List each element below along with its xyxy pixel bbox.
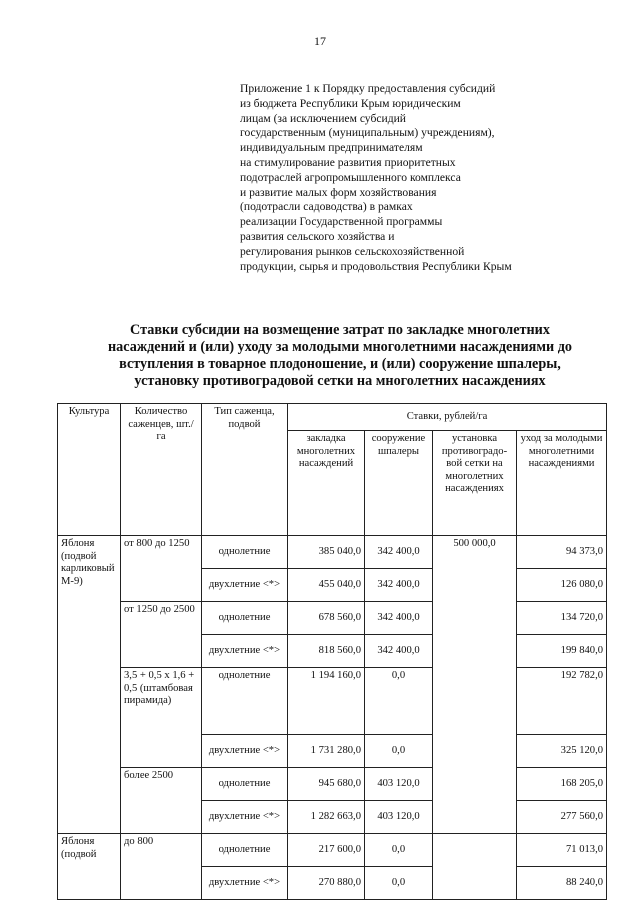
appendix-line: и развитие малых форм хозяйствования: [240, 185, 437, 199]
net-cell-empty: [433, 834, 517, 900]
quantity-cell: от 800 до 1250: [121, 536, 202, 602]
quantity-cell: от 1250 до 2500: [121, 602, 202, 668]
header-culture: Культура: [58, 404, 121, 536]
care-cell: 94 373,0: [517, 536, 607, 569]
trellis-cell: 0,0: [365, 834, 433, 867]
type-cell: однолетние: [202, 602, 288, 635]
type-cell: двухлетние <*>: [202, 867, 288, 900]
type-cell: двухлетние <*>: [202, 635, 288, 668]
header-quantity: Количество саженцев, шт./га: [121, 404, 202, 536]
trellis-cell: 403 120,0: [365, 768, 433, 801]
appendix-line: (подотрасли садоводства) в рамках: [240, 200, 413, 214]
appendix-line: подотраслей агропромышленного комплекса: [240, 170, 461, 184]
type-cell: двухлетние <*>: [202, 569, 288, 602]
type-cell: однолетние: [202, 668, 288, 735]
type-cell: двухлетние <*>: [202, 801, 288, 834]
care-cell: 126 080,0: [517, 569, 607, 602]
care-cell: 192 782,0: [517, 668, 607, 735]
page-number: 17: [314, 34, 326, 48]
planting-cell: 678 560,0: [288, 602, 365, 635]
table-row: [58, 536, 607, 569]
appendix-line: на стимулирование развития приоритетных: [240, 155, 456, 169]
care-cell: 277 560,0: [517, 801, 607, 834]
appendix-line: развития сельского хозяйства и: [240, 229, 395, 243]
type-cell: однолетние: [202, 768, 288, 801]
net-cell: 500 000,0: [433, 536, 517, 834]
planting-cell: 217 600,0: [288, 834, 365, 867]
trellis-cell: 342 400,0: [365, 536, 433, 569]
type-cell: двухлетние <*>: [202, 735, 288, 768]
table-row: [58, 668, 607, 735]
trellis-cell: 0,0: [365, 668, 433, 735]
planting-cell: 385 040,0: [288, 536, 365, 569]
trellis-cell: 403 120,0: [365, 801, 433, 834]
header-net: установка противоградо-вой сетки на многолетних насаждениях: [433, 431, 517, 536]
appendix-line: Приложение 1 к Порядку предоставления субсидий: [240, 82, 496, 95]
appendix-line: продукции, сырья и продовольствия Республики Крым: [240, 259, 512, 273]
appendix-line: регулирования рынков сельскохозяйственной: [240, 244, 465, 258]
header-row: [58, 404, 607, 431]
planting-cell: 1 194 160,0: [288, 668, 365, 735]
type-cell: однолетние: [202, 834, 288, 867]
trellis-cell: 342 400,0: [365, 635, 433, 668]
header-trellis: сооружение шпалеры: [365, 431, 433, 536]
care-cell: 199 840,0: [517, 635, 607, 668]
header-planting: закладка многолетних насаждений: [288, 431, 365, 536]
trellis-cell: 342 400,0: [365, 602, 433, 635]
header-care: уход за молодыми многолетними насаждениями: [517, 431, 607, 536]
title-line: вступления в товарное плодоношение, и (или) сооружение шпалеры,: [119, 356, 561, 372]
care-cell: 168 205,0: [517, 768, 607, 801]
planting-cell: 1 731 280,0: [288, 735, 365, 768]
culture-cell: Яблоня (подвой карликовый М-9): [58, 536, 121, 834]
care-cell: 88 240,0: [517, 867, 607, 900]
appendix-line: из бюджета Республики Крым юридическим: [240, 96, 461, 110]
title-line: Ставки субсидии на возмещение затрат по закладке многолетних: [130, 322, 550, 338]
planting-cell: 818 560,0: [288, 635, 365, 668]
table-row: [58, 602, 607, 635]
care-cell: 134 720,0: [517, 602, 607, 635]
appendix-line: государственным (муниципальным) учреждениям),: [240, 126, 495, 140]
planting-cell: 945 680,0: [288, 768, 365, 801]
trellis-cell: 0,0: [365, 867, 433, 900]
table-row: [58, 768, 607, 801]
care-cell: 71 013,0: [517, 834, 607, 867]
header-type: Тип саженца, подвой: [202, 404, 288, 536]
appendix-note: [240, 82, 580, 274]
planting-cell: 1 282 663,0: [288, 801, 365, 834]
quantity-cell: более 2500: [121, 768, 202, 834]
care-cell: 325 120,0: [517, 735, 607, 768]
quantity-cell: до 800: [121, 834, 202, 900]
subsidy-rates-table: [57, 403, 607, 900]
culture-cell: Яблоня (подвой: [58, 834, 121, 900]
header-rates: Ставки, рублей/га: [288, 404, 607, 431]
trellis-cell: 0,0: [365, 735, 433, 768]
document-title: [60, 322, 620, 390]
quantity-cell: 3,5 + 0,5 х 1,6 + 0,5 (штамбовая пирамида): [121, 668, 202, 768]
appendix-line: индивидуальным предпринимателям: [240, 141, 423, 155]
appendix-line: реализации Государственной программы: [240, 215, 443, 229]
planting-cell: 455 040,0: [288, 569, 365, 602]
title-line: насаждений и (или) уходу за молодыми многолетними насаждениями до: [107, 339, 572, 355]
table-row: [58, 834, 607, 867]
trellis-cell: 342 400,0: [365, 569, 433, 602]
planting-cell: 270 880,0: [288, 867, 365, 900]
title-line: установку противоградовой сетки на многолетних насаждениях: [134, 373, 546, 389]
appendix-line: лицам (за исключением субсидий: [240, 111, 407, 125]
type-cell: однолетние: [202, 536, 288, 569]
